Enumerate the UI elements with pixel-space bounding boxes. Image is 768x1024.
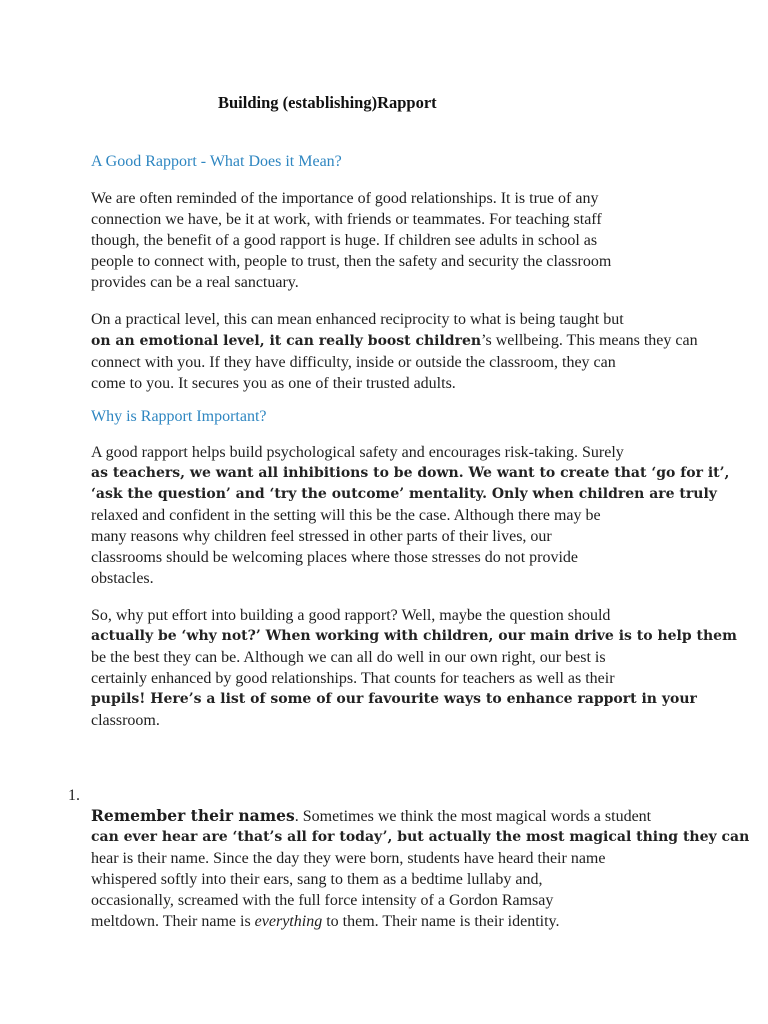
text-segment: . Sometimes we think the most magical words a student — [294, 808, 652, 825]
bold-text: on an emotional level, it can really boost children — [91, 333, 482, 349]
text-line: We are often reminded of the importance of good relationships. It is true of any — [91, 190, 599, 207]
text-line: though, the benefit of a good rapport is huge. If children see adults in school as — [91, 232, 598, 249]
section-heading-why: Why is Rapport Important? — [91, 408, 267, 425]
text-line: classrooms should be welcoming places where those stresses do not provide — [91, 549, 579, 566]
text-line: hear is their name. Since the day they were born, students have heard their name — [91, 850, 606, 867]
paragraph-psychological-safety — [91, 442, 730, 589]
paragraph-importance — [91, 188, 691, 293]
text-line — [91, 330, 698, 352]
bold-text-line: ‘ask the question’ and ‘try the outcome’ mentality. Only when children are truly — [91, 486, 717, 502]
paragraph-why-not — [91, 605, 737, 731]
text-line: many reasons why children feel stressed in other parts of their lives, our — [91, 528, 552, 545]
document-title: Building (establishing)Rapport — [218, 93, 437, 112]
bold-text-line: as teachers, we want all inhibitions to be down. We want to create that ‘go for it’, — [91, 465, 730, 481]
text-segment: meltdown. Their name is — [91, 913, 255, 930]
text-line: connection we have, be it at work, with friends or teammates. For teaching staff — [91, 211, 602, 228]
list-number: 1. — [68, 787, 80, 804]
text-line — [91, 805, 691, 827]
text-line: certainly enhanced by good relationships. That counts for teachers as well as their — [91, 670, 615, 687]
text-line: come to you. It secures you as one of their trusted adults. — [91, 375, 456, 392]
bold-text-line: pupils! Here’s a list of some of our favourite ways to enhance rapport in your — [91, 691, 697, 707]
paragraph-practical-level — [91, 309, 698, 394]
section-heading-meaning: A Good Rapport - What Does it Mean? — [91, 153, 342, 170]
text-line: A good rapport helps build psychological safety and encourages risk-taking. Surely — [91, 444, 624, 461]
text-line: provides can be a real sanctuary. — [91, 274, 299, 291]
text-line: connect with you. If they have difficulty, inside or outside the classroom, they can — [91, 354, 616, 371]
text-line: occasionally, screamed with the full force intensity of a Gordon Ramsay — [91, 892, 554, 909]
bold-text-line: actually be ‘why not?’ When working with children, our main drive is to help them — [91, 628, 737, 644]
text-line — [91, 911, 691, 932]
text-line: So, why put effort into building a good rapport? Well, maybe the question should — [91, 607, 611, 624]
text-line: obstacles. — [91, 570, 154, 587]
bold-text-line: can ever hear are ‘that’s all for today’, but actually the most magical thing they can — [91, 829, 750, 845]
list-item-remember-names — [91, 805, 750, 932]
text-line: be the best they can be. Although we can all do well in our own right, our best is — [91, 649, 606, 666]
text-line: whispered softly into their ears, sang to them as a bedtime lullaby and, — [91, 871, 543, 888]
text-segment: ’s wellbeing. This means they can — [481, 332, 698, 349]
text-segment: to them. Their name is their identity. — [322, 913, 560, 930]
text-line: people to connect with, people to trust, then the safety and security the classroom — [91, 253, 612, 270]
emphasis-text: everything — [254, 913, 323, 930]
text-line: classroom. — [91, 712, 160, 729]
text-line: relaxed and confident in the setting will this be the case. Although there may be — [91, 507, 601, 524]
text-line: On a practical level, this can mean enhanced reciprocity to what is being taught but — [91, 311, 624, 328]
list-item-title: Remember their names — [91, 806, 295, 825]
